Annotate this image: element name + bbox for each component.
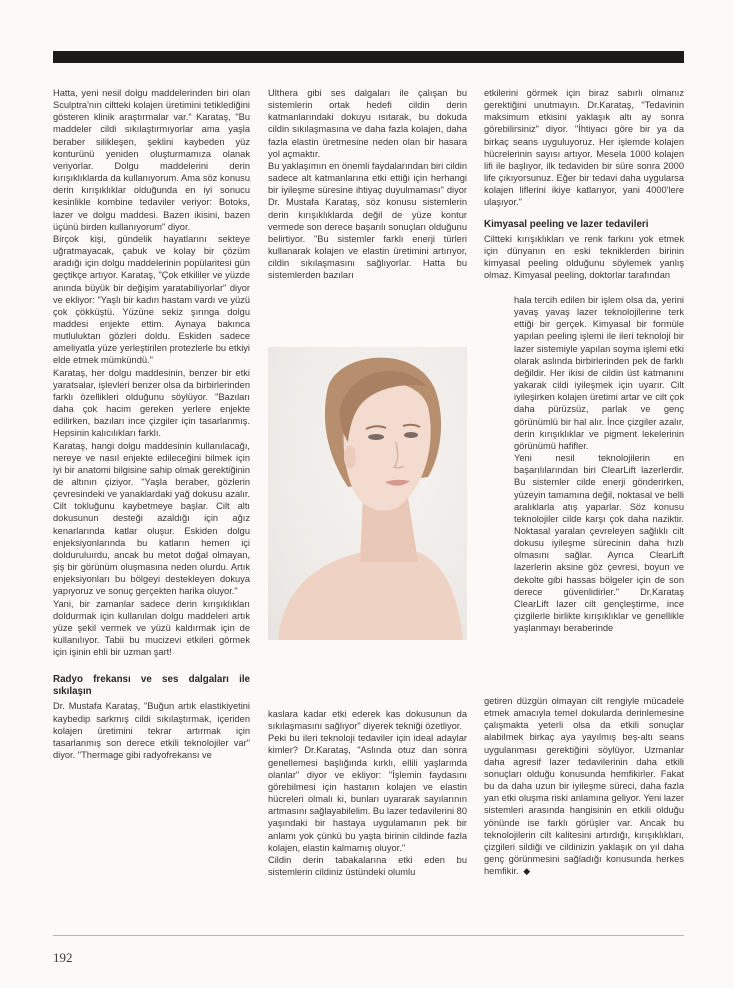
paragraph-text: getiren düzgün olmayan cilt rengiyle mücadele etmek amacıyla temel dokularda derinlemesine çalışmakta yeterli olsa da etkili sonuçlar alabilmek birkaç aya yayılmış beş-altı seans uygulanması gerektiğini söylüyor. Uzmanlar daha agresif lazer tedavilerinin daha etkili sonuçları olduğu konusunda hemfikirler. Fakat bu da daha uzun bir iyileşme süreci, daha fazla yan etki oluşma riski anlamına geliyor. Yeni lazer sistemleri arasında hangisinin en etkili olduğu yönünde ise farklı görüşler var. Ancak bu teknolojilerin cilt kalitesini artırdığı, kırışıklıkları, çizgileri sildiği ve cildinizin yaklaşık on yıl daha genç görünmesini sağladığı konusunda herkes hemfikir. bbox=[484, 696, 684, 877]
footer-rule bbox=[53, 935, 684, 936]
paragraph: Hatta, yeni nesil dolgu maddelerinden biri olan Sculptra'nın ciltteki kolajen üretimini tetiklediğini gösteren klinik araştırmalar var.” Karataş, "Bu maddeler cildi sıkılaştırmıyorlar ama yaşla beraber silikleşen, şeklini kaybeden yüz konturünü yeniden oluşturmamıza olanak veriyorlar. Dolgu maddelerini derin kırışıklıklarda da kullanıyorum. Ama söz konusu derin kırışıklıklar olduğunda en iyi sonucu kesinlikle kombine tedaviler veriyor: Botoks, lazer ve dolgu maddesi. Bazen ikisini, bazen üçünü birden kullanıyorum" diyor. bbox=[53, 88, 250, 232]
article-column-3-top bbox=[484, 87, 684, 297]
paragraph bbox=[484, 695, 684, 877]
paragraph: Yani, bir zamanlar sadece derin kırışıklıkları doldurmak için kullanılan dolgu maddeleri artık yüze şekil vermek ve yüzü kaldırmak için de kullanılıyor. Tabii bu mucizevi etkileri görmek için işinin ehli bir uzman şart! bbox=[53, 598, 250, 658]
paragraph: Bu yaklaşımın en önemli faydalarından biri cildin sadece alt katmanlarına etki ettiği için herhangi bir iyileşme süresine ihtiyaç duyulmaması" diyor Dr. Mustafa Karataş, söz konusu sistemlerin derin kırışıklıklarda değil de yüze kontur vermede son derece başarılı sonuçları olduğunu belirtiyor. "Bu sistemler farklı enerji türleri kullanarak kolajen ve elastin üretimini artırıyor, cildin sıkılaşmasını sağlıyorlar. Hatta bu sistemlerden bazıları bbox=[268, 160, 467, 281]
section-heading: Kimyasal peeling ve lazer tedavileri bbox=[484, 218, 649, 230]
paragraph: Dr. Mustafa Karataş, "Buğun artık elastikiyetini kaybedip sarkmış cildi sıkılaştırmak, içeriden kolajen üretimini tekrar artırmak için tasarlanmış son derece etkili teknolojiler var" diyor. "Thermage gibi radyofrekansı ve bbox=[53, 701, 250, 760]
paragraph: kaslara kadar etki ederek kas dokusunun da sıkılaşmasını sağlıyor" diyerek tekniği özetliyor. bbox=[268, 709, 467, 732]
portrait-illustration bbox=[268, 347, 467, 640]
paragraph: Peki bu ileri teknoloji tedaviler için ideal adaylar kimler? Dr.Karataş, "Aslında otuz dan sonra genellemesi başlığında kırklı, ellili yaşlarında olanlar" diyor ve ekliyor: "İşlemin faydasını görebilmesi için hastanın kolajen ve elastin hücreleri olmalı ki, bunları uyararak sayılarının artmasını sağlayabilelim. Bu lazer tedavilerini 80 yaşındaki bir hastaya uygulamanın pek bir anlamı yok çünkü bu yaşta birinin cildinde fazla kolajen, elastin kalmamış oluyor." bbox=[268, 733, 467, 853]
paragraph: Karataş, her dolgu maddesinin, benzer bir etki yaratsalar, işlevleri benzer olsa da birbirlerinden farklı özellikleri olduğunu söylüyor. "Bazıları daha çok hacim gereken yerlere enjekte edilirken, bazıları ince çizgiler için tasarlanmış. Hepsinin kalıcılıkları farklı. bbox=[53, 367, 250, 439]
paragraph: Ciltteki kırışıklıkları ve renk farkını yok etmek için dünyanın en eski tekniklerden birinin kimyasal peeling olduğunu söylemek yanlış olmaz. Kimyasal peeling, doktorlar tarafından bbox=[484, 233, 684, 281]
paragraph: Birçok kişi, gündelik hayatlarını sekteye uğratmayacak, çabuk ve kolay bir çözüm aradığı için dolgu maddelerinin popülaritesi gün geçtikçe artıyor. Karataş, "Çok etkililer ve yüzde anında büyük bir değişim yaratabiliyorlar" diyor ve ekliyor: "Yaşlı bir kadın hastam vardı ve yüzü çok çökküştü. Yüzüne sekiz şırınga dolgu maddesi enjekte ettim. Aynaya bakınca mutluluktan gözleri doldu. Eskiden sadece ameliyatla yüze yerleştirilen protezlerle bu etkiyi elde etmek mümkündü." bbox=[53, 233, 250, 366]
article-column-2-top bbox=[268, 87, 467, 335]
paragraph: Ulthera gibi ses dalgaları ile çalışan bu sistemlerin ortak hedefi cildin derin katmanlarındaki dokuyu ısıtarak, bu dokuda cildin sıkılaşmasına ve daha fazla kolajen, daha fazla elastin üretmesine neden olan bir hasara yol açmaktır. bbox=[268, 88, 467, 159]
end-mark-icon: ◆ bbox=[523, 866, 531, 877]
paragraph: hala tercih edilen bir işlem olsa da, yerini yavaş yavaş lazer teknolojilerine terk ettiği bir gerçek. Kimyasal bir formüle yapılan peeling işlemi ile ileri teknoloji bir lazer sistemiyle yapılan soyma işlemi etki olarak aslında birbirlerinden pek de farklı değildir. Her ikisi de cildin üst katmanını yakarak cildi iyileşmek için uyarır. Cilt iyileşirken kolajen üretimi artar ve cilt çok daha pürüzsüz, parlak ve genç görünümlü bir hal alır. İnce çizgiler azalır, derin kırışıklıklar ve pigment lekelerinin görünümü hafifler. bbox=[514, 295, 684, 451]
article-column-3-bottom bbox=[484, 695, 684, 927]
article-column-1 bbox=[53, 87, 250, 923]
page-number: 192 bbox=[53, 950, 73, 965]
article-column-2-bottom bbox=[268, 708, 467, 928]
paragraph: etkilerini görmek için biraz sabırlı olmanız gerektiğini unutmayın. Dr.Karataş, "Tedavinin maksimum etkisini yaklaşık altı ay sonra görebilirsiniz" diyor. "İhtiyacı göre bir ya da birkaç seans uyguluyoruz. Her işlemde kolajen hücrelerinin sayısı artıyor. Mesela 1000 kolajen lifi ile başlıyor, ilk tedaviden bir süre sonra 2000 life çıkıyorsunuz. Eğer bir tedavi daha uygularsa kolajen liflerini ikiye katlarıyor, yani 4000'lere ulaşıyor." bbox=[484, 88, 684, 208]
paragraph: Yeni nesil teknolojilerin en başarılılarından biri ClearLift lazerlerdir. Bu sistemler cilde enerji gönderirken, yüzeyin tamamına değil, noktasal ve belli aralıklarla atış yaparlar. Söz konusu teknolojiler cilde karşı çok daha naziktir. Noktasal yaralan çevreleyen sağlıklı cilt dokusu iyileşme sürecinin daha hızlı olmasını sağlar. Ayrıca ClearLift lazerlerin aksine göz çevresi, boyun ve dekolte gibi hassas bölgeler için de son derece güvenlidirler." Dr.Karataş ClearLift lazer cilt gençleştirme, ince çizgilerle birlikte kırışıklıklar ve genellikle yaşlanmayı beraberinde bbox=[514, 453, 684, 634]
section-heading: Radyo frekansı ve ses dalgaları ile sıkılaşın bbox=[53, 674, 250, 698]
model-portrait-photo bbox=[268, 347, 467, 640]
paragraph: Karataş, hangi dolgu maddesinin kullanılacağı, nereye ve nasıl enjekte edileceğini bilmek için iyi bir anatomi bilgisine sahip olmak gerektiğinin de altının çiziyor. "Yaşla beraber, gözlerin çevresindeki ve yanaklardaki yağ dokusu azalır. Cilt tokluğunu kaybetmeye başlar. Cilt altı dokusunun desteği azaldığı için ağız kenarlarında katlar oluşur. Eskiden dolgu enjeksiyonlarında bu katların hemen içi dolduruluırdu, ancak bu metot doğal olmayan, şiş bir görünüm oluşmasına neden olurdu. Artık enjeksiyonları bu bölgeyi destekleyen dokuya yapıyoruz ve sonuç gerçekten harika oluyor." bbox=[53, 440, 250, 597]
paragraph: Cildin derin tabakalarına etki eden bu sistemlerin cildiniz üstündeki olumlu bbox=[268, 854, 467, 878]
article-column-3-narrow bbox=[514, 294, 684, 690]
header-bar bbox=[53, 51, 684, 63]
